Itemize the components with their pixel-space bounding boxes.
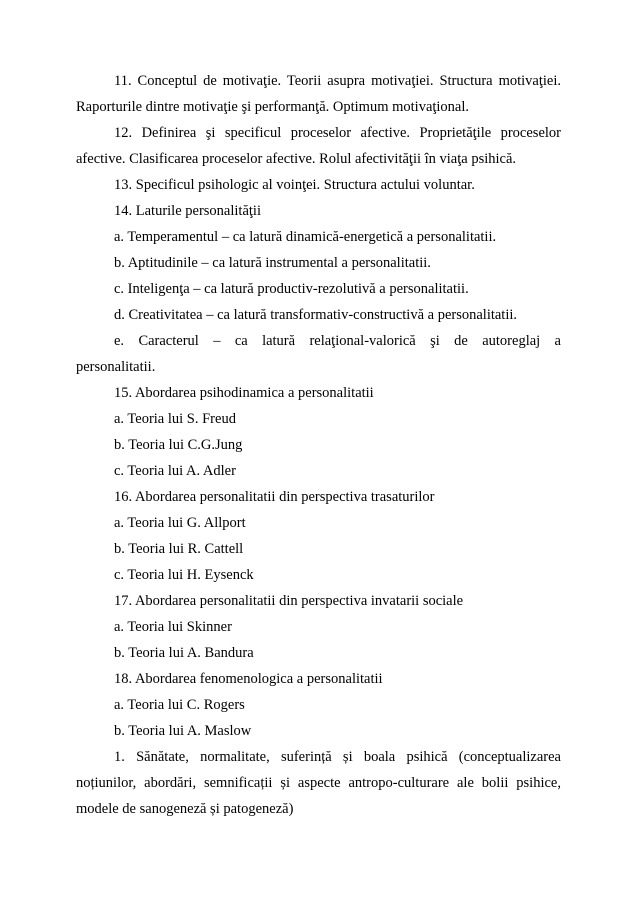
line-14-d: d. Creativitatea – ca latură transformativ-constructivă a personalitatii.	[114, 307, 518, 323]
line-11-continuation: Raporturile dintre motivaţie şi performanţă. Optimum motivaţional.	[76, 99, 470, 115]
line-18-b: b. Teoria lui A. Maslow	[114, 723, 252, 739]
line-14-e-continuation: personalitatii.	[76, 359, 156, 375]
line-15-c: c. Teoria lui A. Adler	[114, 463, 236, 479]
line-15-b: b. Teoria lui C.G.Jung	[114, 437, 243, 453]
line-16-a: a. Teoria lui G. Allport	[114, 515, 246, 531]
line-16-c: c. Teoria lui H. Eysenck	[114, 567, 254, 583]
line-14-b: b. Aptitudinile – ca latură instrumental a personalitatii.	[114, 255, 431, 271]
line-16-b: b. Teoria lui R. Cattell	[114, 541, 244, 557]
line-1-continuation-1: noțiunilor, abordări, semnificații și aspecte antropo-culturare ale bolii psihice,	[76, 775, 561, 791]
line-17-heading: 17. Abordarea personalitatii din perspectiva invatarii sociale	[114, 593, 464, 609]
line-1-sanatate: 1. Sănătate, normalitate, suferință și boala psihică (conceptualizarea	[114, 749, 561, 765]
line-18-a: a. Teoria lui C. Rogers	[114, 697, 245, 713]
line-16-heading: 16. Abordarea personalitatii din perspectiva trasaturilor	[114, 489, 435, 505]
line-15-a: a. Teoria lui S. Freud	[114, 411, 236, 427]
line-17-b: b. Teoria lui A. Bandura	[114, 645, 254, 661]
line-14-a: a. Temperamentul – ca latură dinamică-energetică a personalitatii.	[114, 229, 497, 245]
line-12-afective: 12. Definirea şi specificul proceselor afective. Proprietăţile proceselor	[114, 125, 561, 141]
line-14-e: e. Caracterul – ca latură relaţional-valorică şi de autoreglaj a	[114, 333, 561, 349]
line-11-motivatie: 11. Conceptul de motivaţie. Teorii asupra motivaţiei. Structura motivaţiei.	[114, 73, 561, 89]
line-15-heading: 15. Abordarea psihodinamica a personalitatii	[114, 385, 374, 401]
line-18-heading: 18. Abordarea fenomenologica a personalitatii	[114, 671, 383, 687]
line-12-continuation: afective. Clasificarea proceselor afective. Rolul afectivităţii în viaţa psihică.	[76, 151, 517, 167]
line-14-c: c. Inteligenţa – ca latură productiv-rezolutivă a personalitatii.	[114, 281, 469, 297]
line-13-vointa: 13. Specificul psihologic al voinţei. Structura actului voluntar.	[114, 177, 475, 193]
line-1-continuation-2: modele de sanogeneză și patogeneză)	[76, 801, 294, 817]
line-17-a: a. Teoria lui Skinner	[114, 619, 232, 635]
line-14-heading: 14. Laturile personalităţii	[114, 203, 261, 219]
